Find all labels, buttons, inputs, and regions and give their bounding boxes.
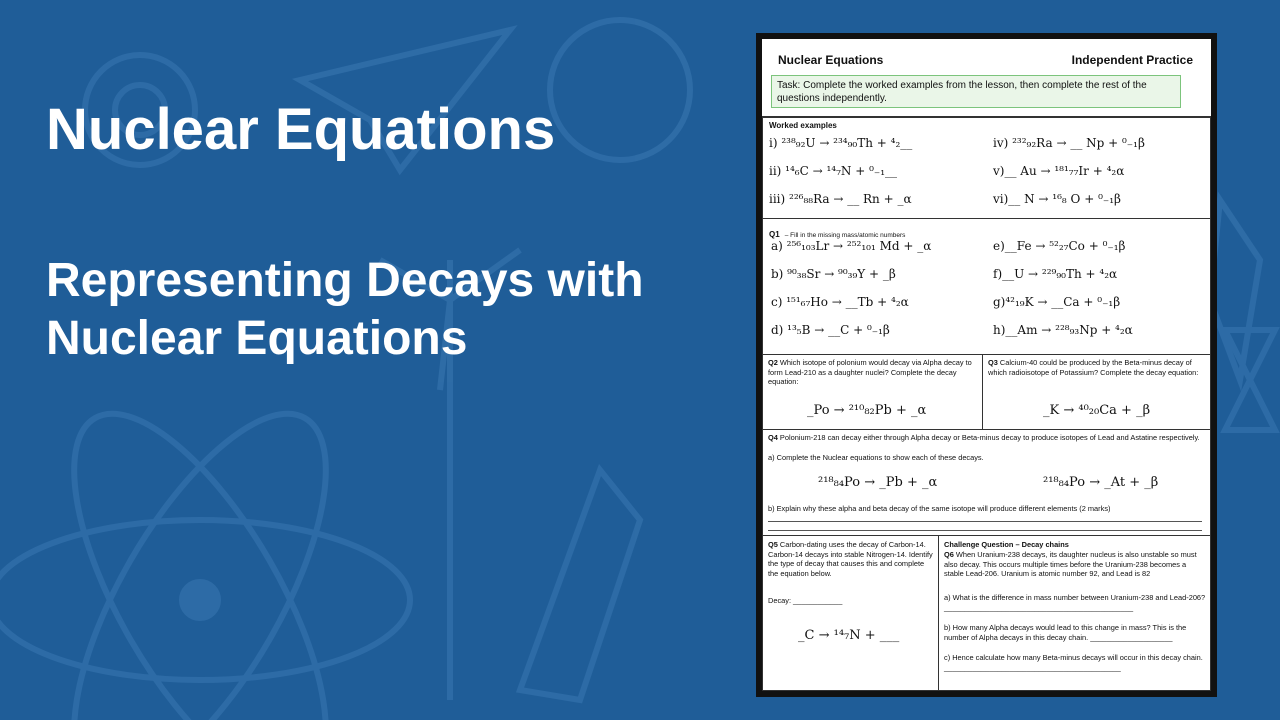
q1-eq-d: d) ¹³₅B → __C + ⁰₋₁β <box>771 323 890 337</box>
q1-eq-f: f)__U → ²²⁹₉₀Th + ⁴₂α <box>993 267 1118 281</box>
q3-label: Q3 <box>988 358 998 367</box>
atom-orbit-icon <box>0 520 410 680</box>
q6-label: Q6 <box>944 550 954 559</box>
q1-eq-g: g)⁴²₁₉K → __Ca + ⁰₋₁β <box>993 295 1121 309</box>
q1-eq-a: a) ²⁵⁶₁₀₃Lr → ²⁵²₁₀₁ Md + _α <box>771 239 932 253</box>
q2-section <box>762 354 983 430</box>
q5-section <box>762 535 939 691</box>
worksheet-grid <box>762 116 1211 690</box>
q1-instruction: – Fill in the missing mass/atomic numbers <box>784 232 906 239</box>
q2-label: Q2 <box>768 358 778 367</box>
worked-eq-iv: iv) ²³²₉₂Ra → __ Np + ⁰₋₁β <box>993 136 1145 150</box>
q5-text: Carbon-dating uses the decay of Carbon-14. Carbon-14 decays into stable Nitrogen-14. Identify the type of decay that causes this and complete the equation below. <box>768 540 933 578</box>
q1-eq-b: b) ⁹⁰₃₈Sr → ⁹⁰₃₉Y + _β <box>771 267 896 281</box>
worked-eq-i: i) ²³⁸₉₂U → ²³⁴₉₀Th + ⁴₂__ <box>769 136 913 150</box>
q6-section <box>938 535 1211 691</box>
q3-section <box>982 354 1211 430</box>
q1-eq-e: e)__Fe → ⁵²₂₇Co + ⁰₋₁β <box>993 239 1126 253</box>
q4-part-a: a) Complete the Nuclear equations to show each of these decays. <box>768 453 984 462</box>
q6-text: When Uranium-238 decays, its daughter nucleus is also unstable so must also decay. This occurs multiple times before the Uranium-238 becomes a stable Lead-206. Uranium is atomic number 92, and Lead is 82 <box>944 550 1197 578</box>
q5-label: Q5 <box>768 540 778 549</box>
q5-equation: _C → ¹⁴₇N + ___ <box>798 628 900 643</box>
q6-part-c: c) Hence calculate how many Beta-minus decays will occur in this decay chain. ___________________________________________ <box>944 653 1203 672</box>
worksheet-header-left: Nuclear Equations <box>778 53 884 67</box>
q2-text: Which isotope of polonium would decay via Alpha decay to form Lead-210 as a daughter nuclei? Complete the decay equation: <box>768 358 972 386</box>
q6-part-a: a) What is the difference in mass number between Uranium-238 and Lead-206? ______________________________________________ <box>944 593 1206 612</box>
worked-examples-section <box>762 117 1211 219</box>
worksheet-page <box>762 39 1211 691</box>
q5-decay-field[interactable]: Decay: ____________ <box>768 596 843 605</box>
q4-answer-line-2[interactable] <box>768 530 1202 531</box>
rocket-icon <box>520 470 640 700</box>
slide-subtitle: Representing Decays with Nuclear Equations <box>46 254 644 365</box>
q4-equation-alpha: ²¹⁸₈₄Po → _Pb + _α <box>818 475 938 490</box>
q1-label: Q1 <box>769 230 780 239</box>
q2-equation: _Po → ²¹⁰₈₂Pb + _α <box>807 403 927 418</box>
worksheet-frame <box>756 33 1217 697</box>
q3-equation: _K → ⁴⁰₂₀Ca + _β <box>1043 403 1151 418</box>
worksheet-header-right: Independent Practice <box>1071 53 1193 67</box>
worked-examples-title: Worked examples <box>769 121 837 130</box>
q4-part-b: b) Explain why these alpha and beta decay of the same isotope will produce different elements (2 marks) <box>768 504 1111 513</box>
task-box: Task: Complete the worked examples from the lesson, then complete the rest of the questions independently. <box>771 75 1181 108</box>
q1-eq-h: h)__Am → ²²⁸₉₃Np + ⁴₂α <box>993 323 1133 337</box>
worked-eq-ii: ii) ¹⁴₆C → ¹⁴₇N + ⁰₋₁__ <box>769 164 898 178</box>
slide-title: Nuclear Equations <box>46 97 556 162</box>
q1-section <box>762 218 1211 355</box>
worked-eq-v: v)__ Au → ¹⁸¹₇₇Ir + ⁴₂α <box>993 164 1125 178</box>
q4-label: Q4 <box>768 433 778 442</box>
worked-eq-iii: iii) ²²⁶₈₈Ra → __ Rn + _α <box>769 192 912 206</box>
q4-equation-beta: ²¹⁸₈₄Po → _At + _β <box>1043 475 1159 490</box>
q1-eq-c: c) ¹⁵¹₆₇Ho → __Tb + ⁴₂α <box>771 295 909 309</box>
q3-text: Calcium-40 could be produced by the Beta-minus decay of which radioisotope of Potassium? Complete the decay equation: <box>988 358 1199 377</box>
q4-text: Polonium-218 can decay either through Alpha decay or Beta-minus decay to produce isotopes of Lead and Astatine respectively. <box>779 433 1200 442</box>
q4-answer-line-1[interactable] <box>768 521 1202 522</box>
worked-eq-vi: vi)__ N → ¹⁶₈ O + ⁰₋₁β <box>993 192 1121 206</box>
q4-section <box>762 429 1211 536</box>
worksheet-header <box>778 53 1193 67</box>
q6-challenge-title: Challenge Question – Decay chains <box>944 540 1069 549</box>
q6-part-b: b) How many Alpha decays would lead to this change in mass? This is the number of Alpha decays in this decay chain. ____________________ <box>944 623 1187 642</box>
